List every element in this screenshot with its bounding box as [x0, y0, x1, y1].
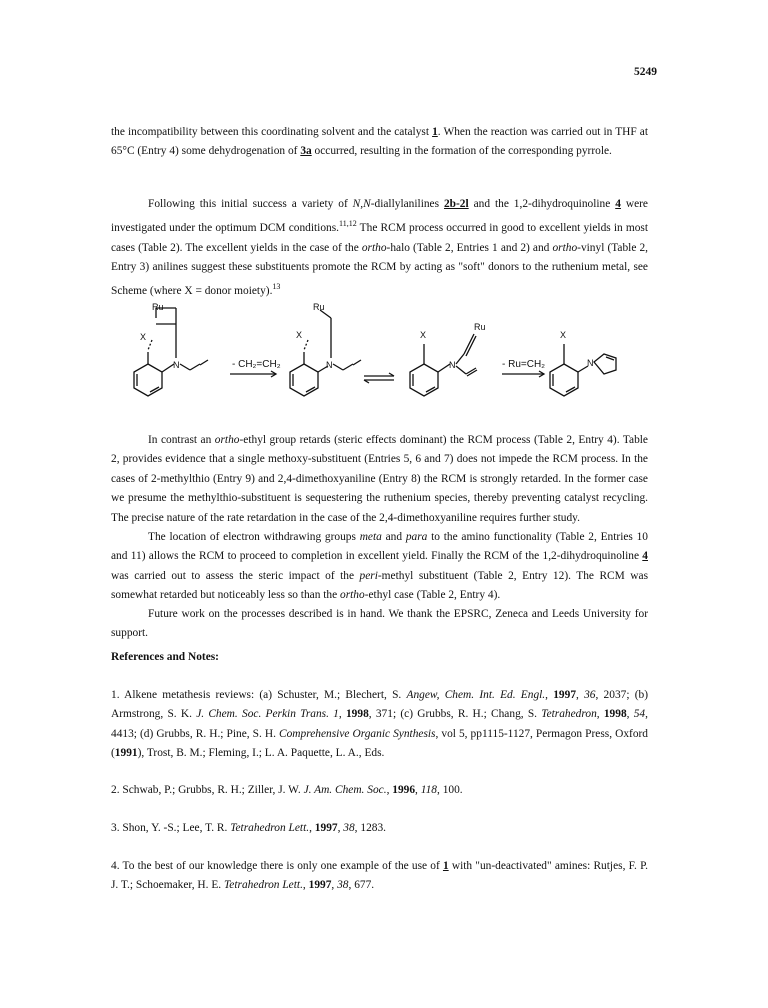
- ru-label: Ru: [474, 322, 486, 332]
- paragraph-1: the incompatibility between this coordinating solvent and the catalyst 1. When the reaction was carried out in THF at 65°C (Entry 4) some dehydrogenation of 3a occurred, resulting in the formation of the corresponding pyrrole.: [111, 126, 648, 158]
- reference-4: 4. To the best of our knowledge there is only one example of the use of 1 with "un-deactivated" amines: Rutjes, F. P. J. T.; Schoemaker, H. E. Tetrahedron Lett., 1997, 38, 677.: [111, 860, 648, 892]
- loss-ru-label: - Ru=CH₂: [502, 359, 546, 370]
- reference-3: 3. Shon, Y. -S.; Lee, T. R. Tetrahedron Lett., 1997, 38, 1283.: [111, 822, 386, 834]
- citation-superscript: 11,12: [339, 219, 357, 229]
- paragraph-4: The location of electron withdrawing groups meta and para to the amino functionality (Table 2, Entries 10 and 11) allows the RCM to proceed to completion in excellent yield. Finally the RCM of the 1,2-dihydroquinoline 4 was carried out to assess the steric impact of the peri-methyl substituent (Table 2, Entry 12). The RCM was somewhat retarded but noticeably less so than the ortho-ethyl case (Table 2, Entry 4).: [111, 531, 648, 602]
- compound-ref: 3a: [300, 145, 312, 158]
- compound-ref: 2b-2l: [443, 198, 469, 210]
- ru-label: Ru: [152, 302, 164, 312]
- compound-ref: 4: [642, 550, 648, 563]
- n-label: N: [173, 360, 180, 370]
- x-label: X: [560, 330, 567, 340]
- compound-ref: 1: [442, 860, 449, 872]
- n-label: N: [326, 360, 333, 370]
- n-label: N: [587, 358, 594, 368]
- reference-1: 1. Alkene metathesis reviews: (a) Schuster, M.; Blechert, S. Angew, Chem. Int. Ed. Engl., 1997, 36, 2037; (b) Armstrong, S. K. J. Chem. Soc. Perkin Trans. 1, 1998, 371; (c) Grubbs, R. H.; Chang, S. Tetrahedron, 1998, 54, 4413; (d) Grubbs, R. H.; Pine, S. H. Comprehensive Organic Synthesis, vol 5, pp1115-1127, Permagon Press, Oxford (1991), Trost, B. M.; Fleming, I.; L. A. Paquette, L. A., Eds.: [111, 689, 648, 760]
- reference-2: 2. Schwab, P.; Grubbs, R. H.; Ziller, J. W. J. Am. Chem. Soc., 1996, 118, 100.: [111, 784, 463, 796]
- paragraph-2: Following this initial success a variety of N,N-diallylanilines 2b-2l and the 1,2-dihydroquinoline 4 were investigated under the optimum DCM conditions.$^{11,12}$ The RCM process occurred in good to excellent yields in most cases (Table 2). The excellent yields in the case of the ortho-halo (Table 2, Entries 1 and 2) and ortho-vinyl (Table 2, Entry 3) anilines suggest these substituents promote the RCM by acting as "soft" donors to the ruthenium metal, see Scheme (where X = donor moiety).$^{13}$: [111, 198, 649, 298]
- n-label: N: [449, 360, 456, 370]
- ru-label: Ru: [313, 302, 325, 312]
- compound-ref: 1: [432, 126, 438, 138]
- loss-ethylene-label: - CH₂=CH₂: [232, 359, 281, 370]
- x-label: X: [420, 330, 427, 340]
- x-label: X: [296, 330, 303, 340]
- paragraph-5: Future work on the processes described is in hand. We thank the EPSRC, Zeneca and Leeds University for support.: [111, 608, 648, 640]
- reaction-scheme: [128, 292, 638, 402]
- x-label: X: [140, 332, 147, 342]
- page-number: 5249: [634, 66, 657, 78]
- references-heading: References and Notes:: [111, 651, 219, 663]
- paragraph-3: In contrast an ortho-ethyl group retards (steric effects dominant) the RCM process (Table 2, Entry 4). Table 2, provides evidence that a single methoxy-substituent (Entries 5, 6 and 7) does not impede the RCM process. In the cases of 2-methylthio (Entry 9) and 2,4-dimethoxyaniline (Entry 8) the RCM is strongly retarded. In the former case we presume the methylthio-substituent is sequestering the ruthenium species, thereby preventing catalyst recycling. The precise nature of the rate retardation in the case of the 2,4-dimethoxyaniline requires further study.: [111, 434, 648, 524]
- citation-superscript: 13: [272, 282, 281, 292]
- compound-ref: 4: [615, 198, 621, 210]
